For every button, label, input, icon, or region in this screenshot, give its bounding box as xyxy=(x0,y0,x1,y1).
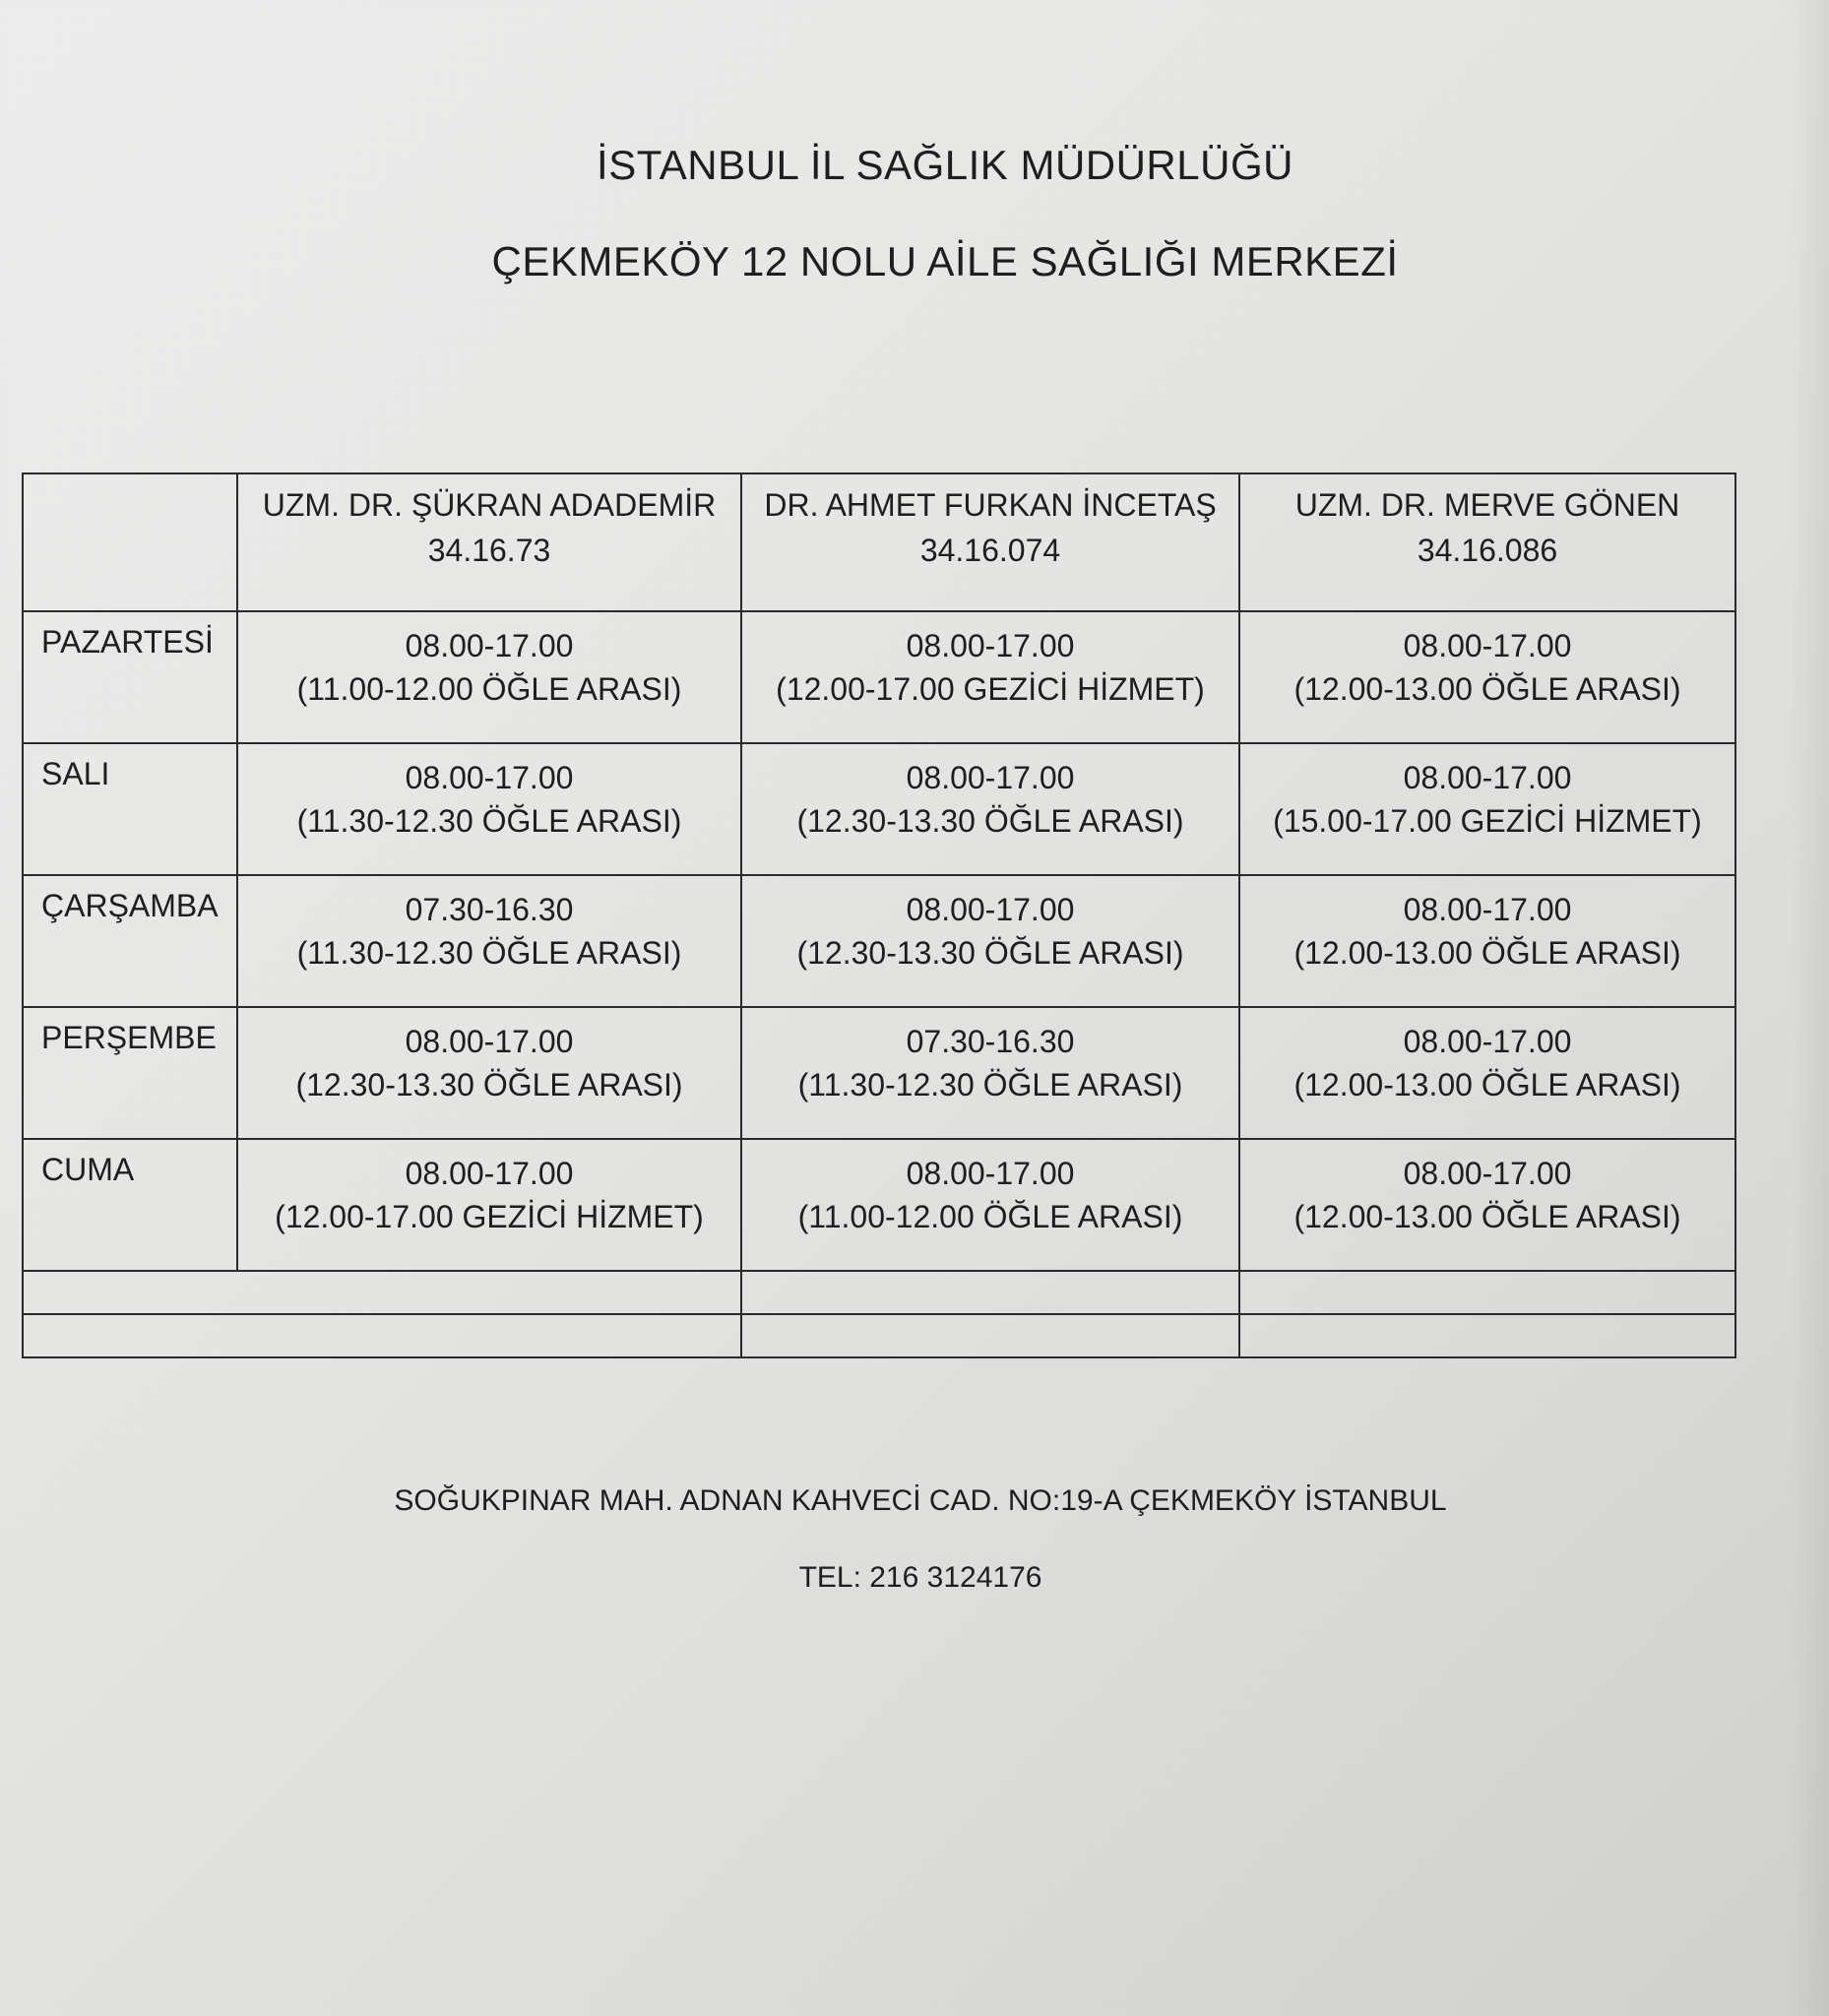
title-line-2: ÇEKMEKÖY 12 NOLU AİLE SAĞLIĞI MERKEZİ xyxy=(491,238,1399,284)
working-hours: 08.00-17.00 xyxy=(405,1024,574,1059)
break-note: (12.00-13.00 ÖĞLE ARASI) xyxy=(1293,1067,1681,1102)
title-line-1: İSTANBUL İL SAĞLIK MÜDÜRLÜĞÜ xyxy=(597,142,1293,188)
doctor-name: DR. AHMET FURKAN İNCETAŞ xyxy=(764,487,1217,523)
empty-cell xyxy=(1239,1314,1735,1357)
empty-cell xyxy=(23,1271,741,1314)
working-hours: 08.00-17.00 xyxy=(1403,892,1572,927)
break-note: (11.30-12.30 ÖĞLE ARASI) xyxy=(797,1067,1183,1102)
doctor-header-2 xyxy=(741,473,1239,611)
break-note: (12.00-17.00 GEZİCİ HİZMET) xyxy=(275,1199,704,1234)
table-row xyxy=(23,743,1735,875)
empty-table-row xyxy=(23,1271,1735,1314)
working-hours: 07.30-16.30 xyxy=(405,892,574,927)
day-cell xyxy=(23,743,237,875)
table-row xyxy=(23,875,1735,1007)
day-label: SALI xyxy=(41,756,110,791)
working-hours: 08.00-17.00 xyxy=(906,1156,1075,1191)
schedule-cell xyxy=(741,1139,1239,1271)
schedule-cell xyxy=(741,875,1239,1007)
working-hours: 08.00-17.00 xyxy=(1403,628,1572,663)
working-hours: 07.30-16.30 xyxy=(906,1024,1075,1059)
address-text: SOĞUKPINAR MAH. ADNAN KAHVECİ CAD. NO:19-A ÇEKMEKÖY İSTANBUL xyxy=(394,1484,1447,1517)
break-note: (12.30-13.30 ÖĞLE ARASI) xyxy=(796,935,1184,971)
doctor-code: 34.16.086 xyxy=(1417,533,1558,568)
day-cell xyxy=(23,875,237,1007)
break-note: (12.00-17.00 GEZİCİ HİZMET) xyxy=(776,671,1205,707)
table-header-row xyxy=(23,473,1735,611)
doctor-code: 34.16.73 xyxy=(427,533,551,568)
day-label: PAZARTESİ xyxy=(41,624,214,660)
working-hours: 08.00-17.00 xyxy=(906,628,1075,663)
paper-shadow xyxy=(1790,0,1829,2016)
schedule-table xyxy=(22,472,1736,1358)
table-row xyxy=(23,611,1735,743)
day-cell xyxy=(23,1139,237,1271)
empty-cell xyxy=(1239,1271,1735,1314)
schedule-cell xyxy=(741,743,1239,875)
schedule-cell xyxy=(237,1007,741,1139)
schedule-cell xyxy=(237,875,741,1007)
break-note: (15.00-17.00 GEZİCİ HİZMET) xyxy=(1273,803,1702,839)
working-hours: 08.00-17.00 xyxy=(1403,1024,1572,1059)
break-note: (12.00-13.00 ÖĞLE ARASI) xyxy=(1293,935,1681,971)
empty-table-row xyxy=(23,1314,1735,1357)
schedule-cell xyxy=(237,1139,741,1271)
working-hours: 08.00-17.00 xyxy=(405,760,574,795)
schedule-cell xyxy=(1239,875,1735,1007)
day-cell xyxy=(23,611,237,743)
schedule-cell xyxy=(237,611,741,743)
break-note: (11.00-12.00 ÖĞLE ARASI) xyxy=(296,671,682,707)
break-note: (11.00-12.00 ÖĞLE ARASI) xyxy=(797,1199,1183,1234)
break-note: (12.00-13.00 ÖĞLE ARASI) xyxy=(1293,1199,1681,1234)
break-note: (11.30-12.30 ÖĞLE ARASI) xyxy=(296,935,682,971)
empty-cell xyxy=(741,1271,1239,1314)
break-note: (12.30-13.30 ÖĞLE ARASI) xyxy=(796,803,1184,839)
working-hours: 08.00-17.00 xyxy=(906,892,1075,927)
working-hours: 08.00-17.00 xyxy=(1403,760,1572,795)
day-label: ÇARŞAMBA xyxy=(41,888,219,923)
day-label: CUMA xyxy=(41,1152,135,1187)
schedule-cell xyxy=(1239,1007,1735,1139)
working-hours: 08.00-17.00 xyxy=(1403,1156,1572,1191)
working-hours: 08.00-17.00 xyxy=(405,1156,574,1191)
schedule-cell xyxy=(1239,1139,1735,1271)
schedule-cell xyxy=(741,611,1239,743)
day-cell xyxy=(23,1007,237,1139)
break-note: (11.30-12.30 ÖĞLE ARASI) xyxy=(296,803,682,839)
schedule-cell xyxy=(1239,743,1735,875)
doctor-header-1 xyxy=(237,473,741,611)
doctor-code: 34.16.074 xyxy=(919,533,1061,568)
break-note: (12.30-13.30 ÖĞLE ARASI) xyxy=(295,1067,683,1102)
doctor-name: UZM. DR. ŞÜKRAN ADADEMİR xyxy=(262,487,717,523)
phone-text: TEL: 216 3124176 xyxy=(798,1561,1042,1594)
table-row xyxy=(23,1007,1735,1139)
corner-cell xyxy=(23,473,237,611)
break-note: (12.00-13.00 ÖĞLE ARASI) xyxy=(1293,671,1681,707)
schedule-cell xyxy=(741,1007,1239,1139)
schedule-cell xyxy=(1239,611,1735,743)
schedule-cell xyxy=(237,743,741,875)
empty-cell xyxy=(741,1314,1239,1357)
empty-cell xyxy=(23,1314,741,1357)
doctor-header-3 xyxy=(1239,473,1735,611)
working-hours: 08.00-17.00 xyxy=(405,628,574,663)
table-row xyxy=(23,1139,1735,1271)
doctor-name: UZM. DR. MERVE GÖNEN xyxy=(1294,487,1680,523)
day-label: PERŞEMBE xyxy=(41,1020,217,1055)
working-hours: 08.00-17.00 xyxy=(906,760,1075,795)
